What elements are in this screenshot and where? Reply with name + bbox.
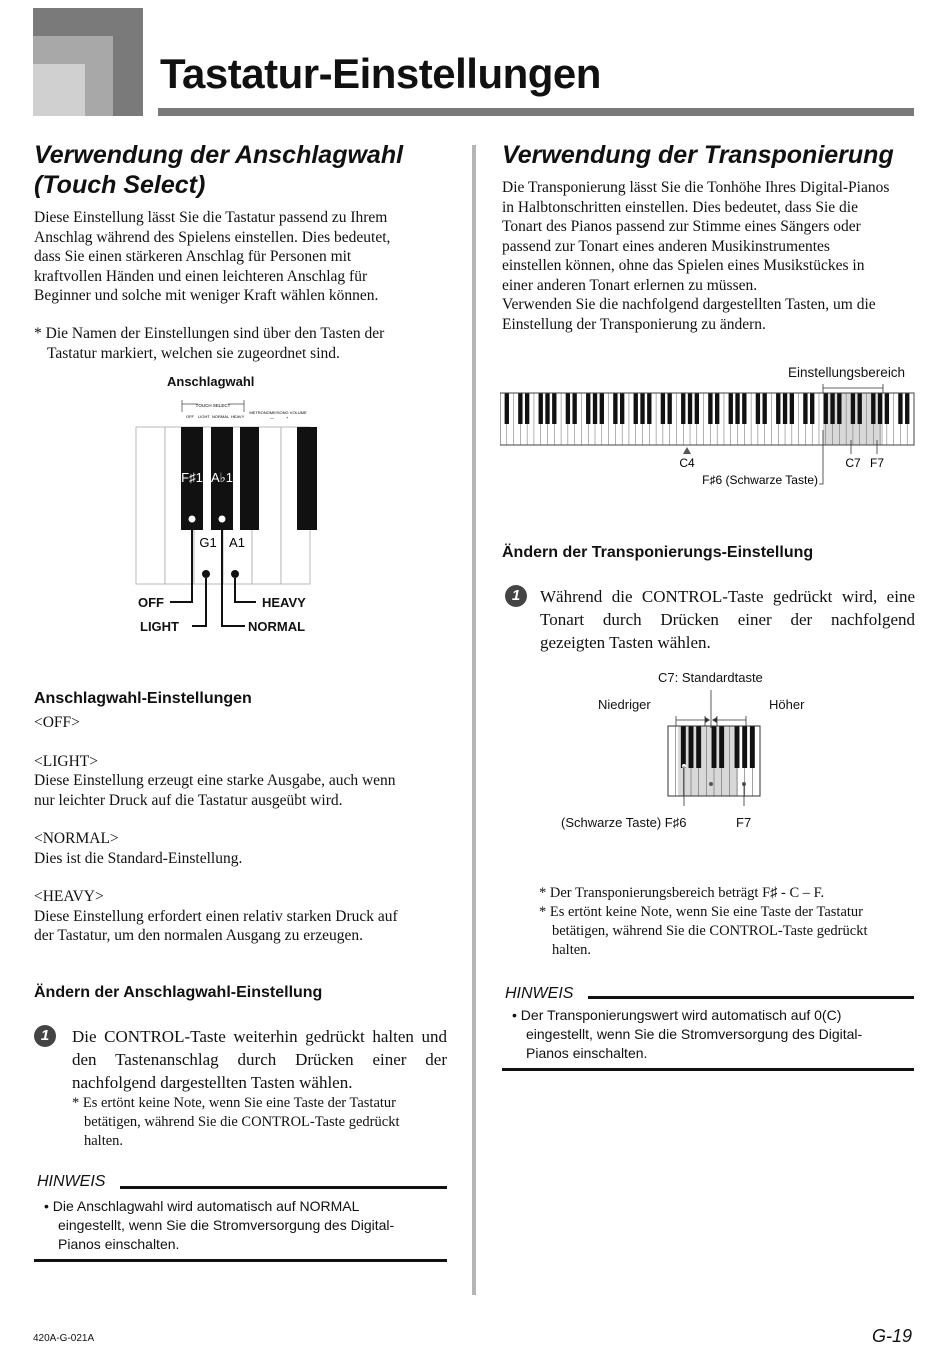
label-f7-zoom: F7 bbox=[736, 815, 752, 830]
black-key bbox=[647, 393, 651, 424]
black-key bbox=[898, 393, 902, 424]
transpose-range-diagram bbox=[660, 688, 770, 808]
black-key bbox=[878, 393, 882, 424]
touch-select-diagram-title: Anschlagwahl bbox=[167, 374, 255, 389]
black-key bbox=[756, 393, 760, 424]
label-standard-key: C7: Standardtaste bbox=[658, 670, 763, 685]
black-key bbox=[681, 393, 685, 424]
hinweis-text-left: • Die Anschlagwahl wird automatisch auf NORMAL eingestellt, wenn Sie die Stromversorgung des Digital- Pianos einschalten. bbox=[44, 1198, 395, 1252]
black-key bbox=[566, 393, 570, 424]
zoom-black-key bbox=[735, 726, 740, 768]
black-key bbox=[837, 393, 841, 424]
change-touch-heading: Ändern der Anschlagwahl-Einstellung bbox=[34, 984, 323, 1001]
black-key bbox=[586, 393, 590, 424]
zoom-black-key bbox=[742, 726, 747, 768]
black-key bbox=[824, 393, 828, 424]
full-keyboard-diagram bbox=[500, 380, 916, 490]
label-higher: Höher bbox=[769, 697, 805, 712]
black-key bbox=[640, 393, 644, 424]
label-lower: Niedriger bbox=[598, 697, 651, 712]
header-decoration-light bbox=[33, 64, 85, 116]
transpose-notes: * Der Transponierungsbereich beträgt F♯ - C – F. * Es ertönt keine Note, wenn Sie eine Taste der Tastatur betätigen, während Sie die CONTROL-Taste gedrückt halten. bbox=[539, 885, 868, 958]
touch-step-note: * Es ertönt keine Note, wenn Sie eine Taste der Tastatur betätigen, während Sie die CONTROL-Taste gedrückt halten. bbox=[72, 1095, 400, 1149]
zoom-black-key bbox=[712, 726, 717, 768]
black-key bbox=[634, 393, 638, 424]
black-key bbox=[545, 393, 549, 424]
hinweis-rule-bottom-right bbox=[502, 1068, 914, 1071]
header-rule bbox=[158, 108, 914, 116]
change-transpose-heading: Ändern der Transponierungs-Einstellung bbox=[502, 544, 814, 561]
svg-text:LIGHT: LIGHT bbox=[198, 414, 210, 419]
transpose-step-text: Während die CONTROL-Taste gedrückt wird, eine Tonart durch Drücken einer der nachfolgend gezeigten Tasten wählen. bbox=[540, 587, 915, 652]
zoom-black-key bbox=[719, 726, 724, 768]
black-key bbox=[858, 393, 862, 424]
black-key bbox=[783, 393, 787, 424]
key-label-g1: G1 bbox=[199, 535, 217, 550]
key-label-aflat1: A♭1 bbox=[210, 470, 234, 485]
touch-select-note: * Die Namen der Einstellungen sind über den Tasten der Tastatur markiert, welchen sie zugeordnet sind. bbox=[34, 325, 385, 362]
black-key bbox=[742, 393, 746, 424]
zoom-black-key bbox=[681, 726, 686, 768]
black-key bbox=[763, 393, 767, 424]
black-key bbox=[613, 393, 617, 424]
black-key bbox=[729, 393, 733, 424]
black-key bbox=[735, 393, 739, 424]
page-number: G-19 bbox=[872, 1326, 913, 1346]
hinweis-title-left: HINWEIS bbox=[37, 1173, 106, 1190]
label-f7: F7 bbox=[869, 456, 885, 470]
hinweis-rule-top-left bbox=[120, 1186, 447, 1189]
black-key bbox=[593, 393, 597, 424]
black-key bbox=[552, 393, 556, 424]
section-title-transpose: Verwendung der Transponierung bbox=[502, 141, 894, 169]
settings-heading: Anschlagwahl-Einstellungen bbox=[34, 690, 252, 707]
black-key bbox=[695, 393, 699, 424]
zoom-black-key bbox=[750, 726, 755, 768]
black-key bbox=[803, 393, 807, 424]
zoom-black-key bbox=[689, 726, 694, 768]
black-key bbox=[905, 393, 909, 424]
label-c4: C4 bbox=[679, 456, 695, 470]
black-key bbox=[776, 393, 780, 424]
label-light: LIGHT bbox=[140, 619, 179, 634]
label-heavy: HEAVY bbox=[262, 595, 306, 610]
black-key bbox=[715, 393, 719, 424]
svg-text:+: + bbox=[286, 415, 289, 420]
black-key bbox=[525, 393, 529, 424]
black-key bbox=[851, 393, 855, 424]
label-off: OFF bbox=[138, 595, 164, 610]
black-key bbox=[810, 393, 814, 424]
zoom-black-key bbox=[696, 726, 701, 768]
svg-text:OFF: OFF bbox=[186, 414, 194, 419]
hinweis-text-right: • Der Transponierungswert wird automatisch auf 0(C) eingestellt, wenn Sie die Stromversorgung des Digital- Pianos einschalten. bbox=[512, 1007, 863, 1061]
black-key bbox=[505, 393, 509, 424]
svg-text:HEAVY: HEAVY bbox=[231, 414, 245, 419]
step-number: 1 bbox=[34, 1025, 56, 1047]
black-key bbox=[688, 393, 692, 424]
label-c7: C7 bbox=[845, 456, 861, 470]
black-key bbox=[830, 393, 834, 424]
black-key bbox=[790, 393, 794, 424]
black-key bbox=[871, 393, 875, 424]
touch-select-intro: Diese Einstellung lässt Sie die Tastatur passend zu Ihrem Anschlag während des Spielens einstellen. Dies bedeutet, dass Sie einen stärkeren Anschlag für Personen mit kraftvollen Händen und einen leichteren Anschlag für Beginner und solche mit weniger Kraft wählen können. bbox=[34, 209, 391, 304]
page-title: Tastatur-Einstellungen bbox=[160, 50, 601, 97]
svg-text:—: — bbox=[270, 415, 274, 420]
black-key bbox=[600, 393, 604, 424]
black-key bbox=[572, 393, 576, 424]
black-key bbox=[620, 393, 624, 424]
range-label: Einstellungsbereich bbox=[788, 365, 906, 380]
key-label-a1: A1 bbox=[229, 535, 245, 550]
label-fsharp6-zoom: (Schwarze Taste) F♯6 bbox=[561, 815, 687, 830]
c7-dot bbox=[709, 782, 713, 786]
black-key bbox=[885, 393, 889, 424]
black-key bbox=[668, 393, 672, 424]
label-fsharp6: F♯6 (Schwarze Taste) bbox=[702, 473, 818, 487]
transpose-intro: Die Transponierung lässt Sie die Tonhöhe Ihres Digital-Pianos in Halbtonschritten einstellen. Dies bedeutet, dass Sie die Tonart des Pianos passend zur Stimme eines Sängers oder passend zur Tonart eines anderen Musikinstrumentes einstellen können, ohne das Spielen eines Musikstückes in einer anderen Tonart erlernen zu müssen. Verwenden Sie die nachfolgend dargestellten Tasten, um die Einstellung der Transponierung zu ändern. bbox=[502, 179, 890, 333]
label-normal: NORMAL bbox=[248, 619, 306, 634]
footer-code: 420A-G-021A bbox=[33, 1333, 95, 1344]
section-title-touch-select: Verwendung der Anschlagwahl (Touch Select) bbox=[34, 141, 404, 199]
hinweis-title-right: HINWEIS bbox=[505, 985, 574, 1002]
hinweis-rule-top-right bbox=[588, 996, 914, 999]
c4-marker bbox=[683, 447, 691, 454]
key-label-fsharp1: F♯1 bbox=[181, 470, 203, 485]
black-key bbox=[661, 393, 665, 424]
settings-list: <OFF> <LIGHT> Diese Einstellung erzeugt eine starke Ausgabe, auch wenn nur leichter Druck auf die Tastatur ausgeübt wird. <NORMAL> Dies ist die Standard-Einstellung. <HEAVY> Diese Einstellung erfordert einen relativ starken Druck auf der Tastatur, um den normalen Ausgang zu erzeugen. bbox=[34, 714, 398, 944]
black-key bbox=[708, 393, 712, 424]
column-divider bbox=[472, 145, 476, 1295]
panel-touch-select: TOUCH SELECT bbox=[195, 403, 231, 408]
svg-text:METRONOME/SONG VOLUME: METRONOME/SONG VOLUME bbox=[249, 410, 307, 415]
step-number-transpose: 1 bbox=[505, 585, 527, 607]
black-key bbox=[539, 393, 543, 424]
svg-text:NORMAL: NORMAL bbox=[212, 414, 230, 419]
hinweis-rule-bottom-left bbox=[34, 1259, 447, 1262]
touch-step-text: Die CONTROL-Taste weiterhin gedrückt halten und den Tastenanschlag durch Drücken einer der nachfolgend dargestellten Tasten wählen. bbox=[72, 1027, 447, 1092]
black-key bbox=[518, 393, 522, 424]
